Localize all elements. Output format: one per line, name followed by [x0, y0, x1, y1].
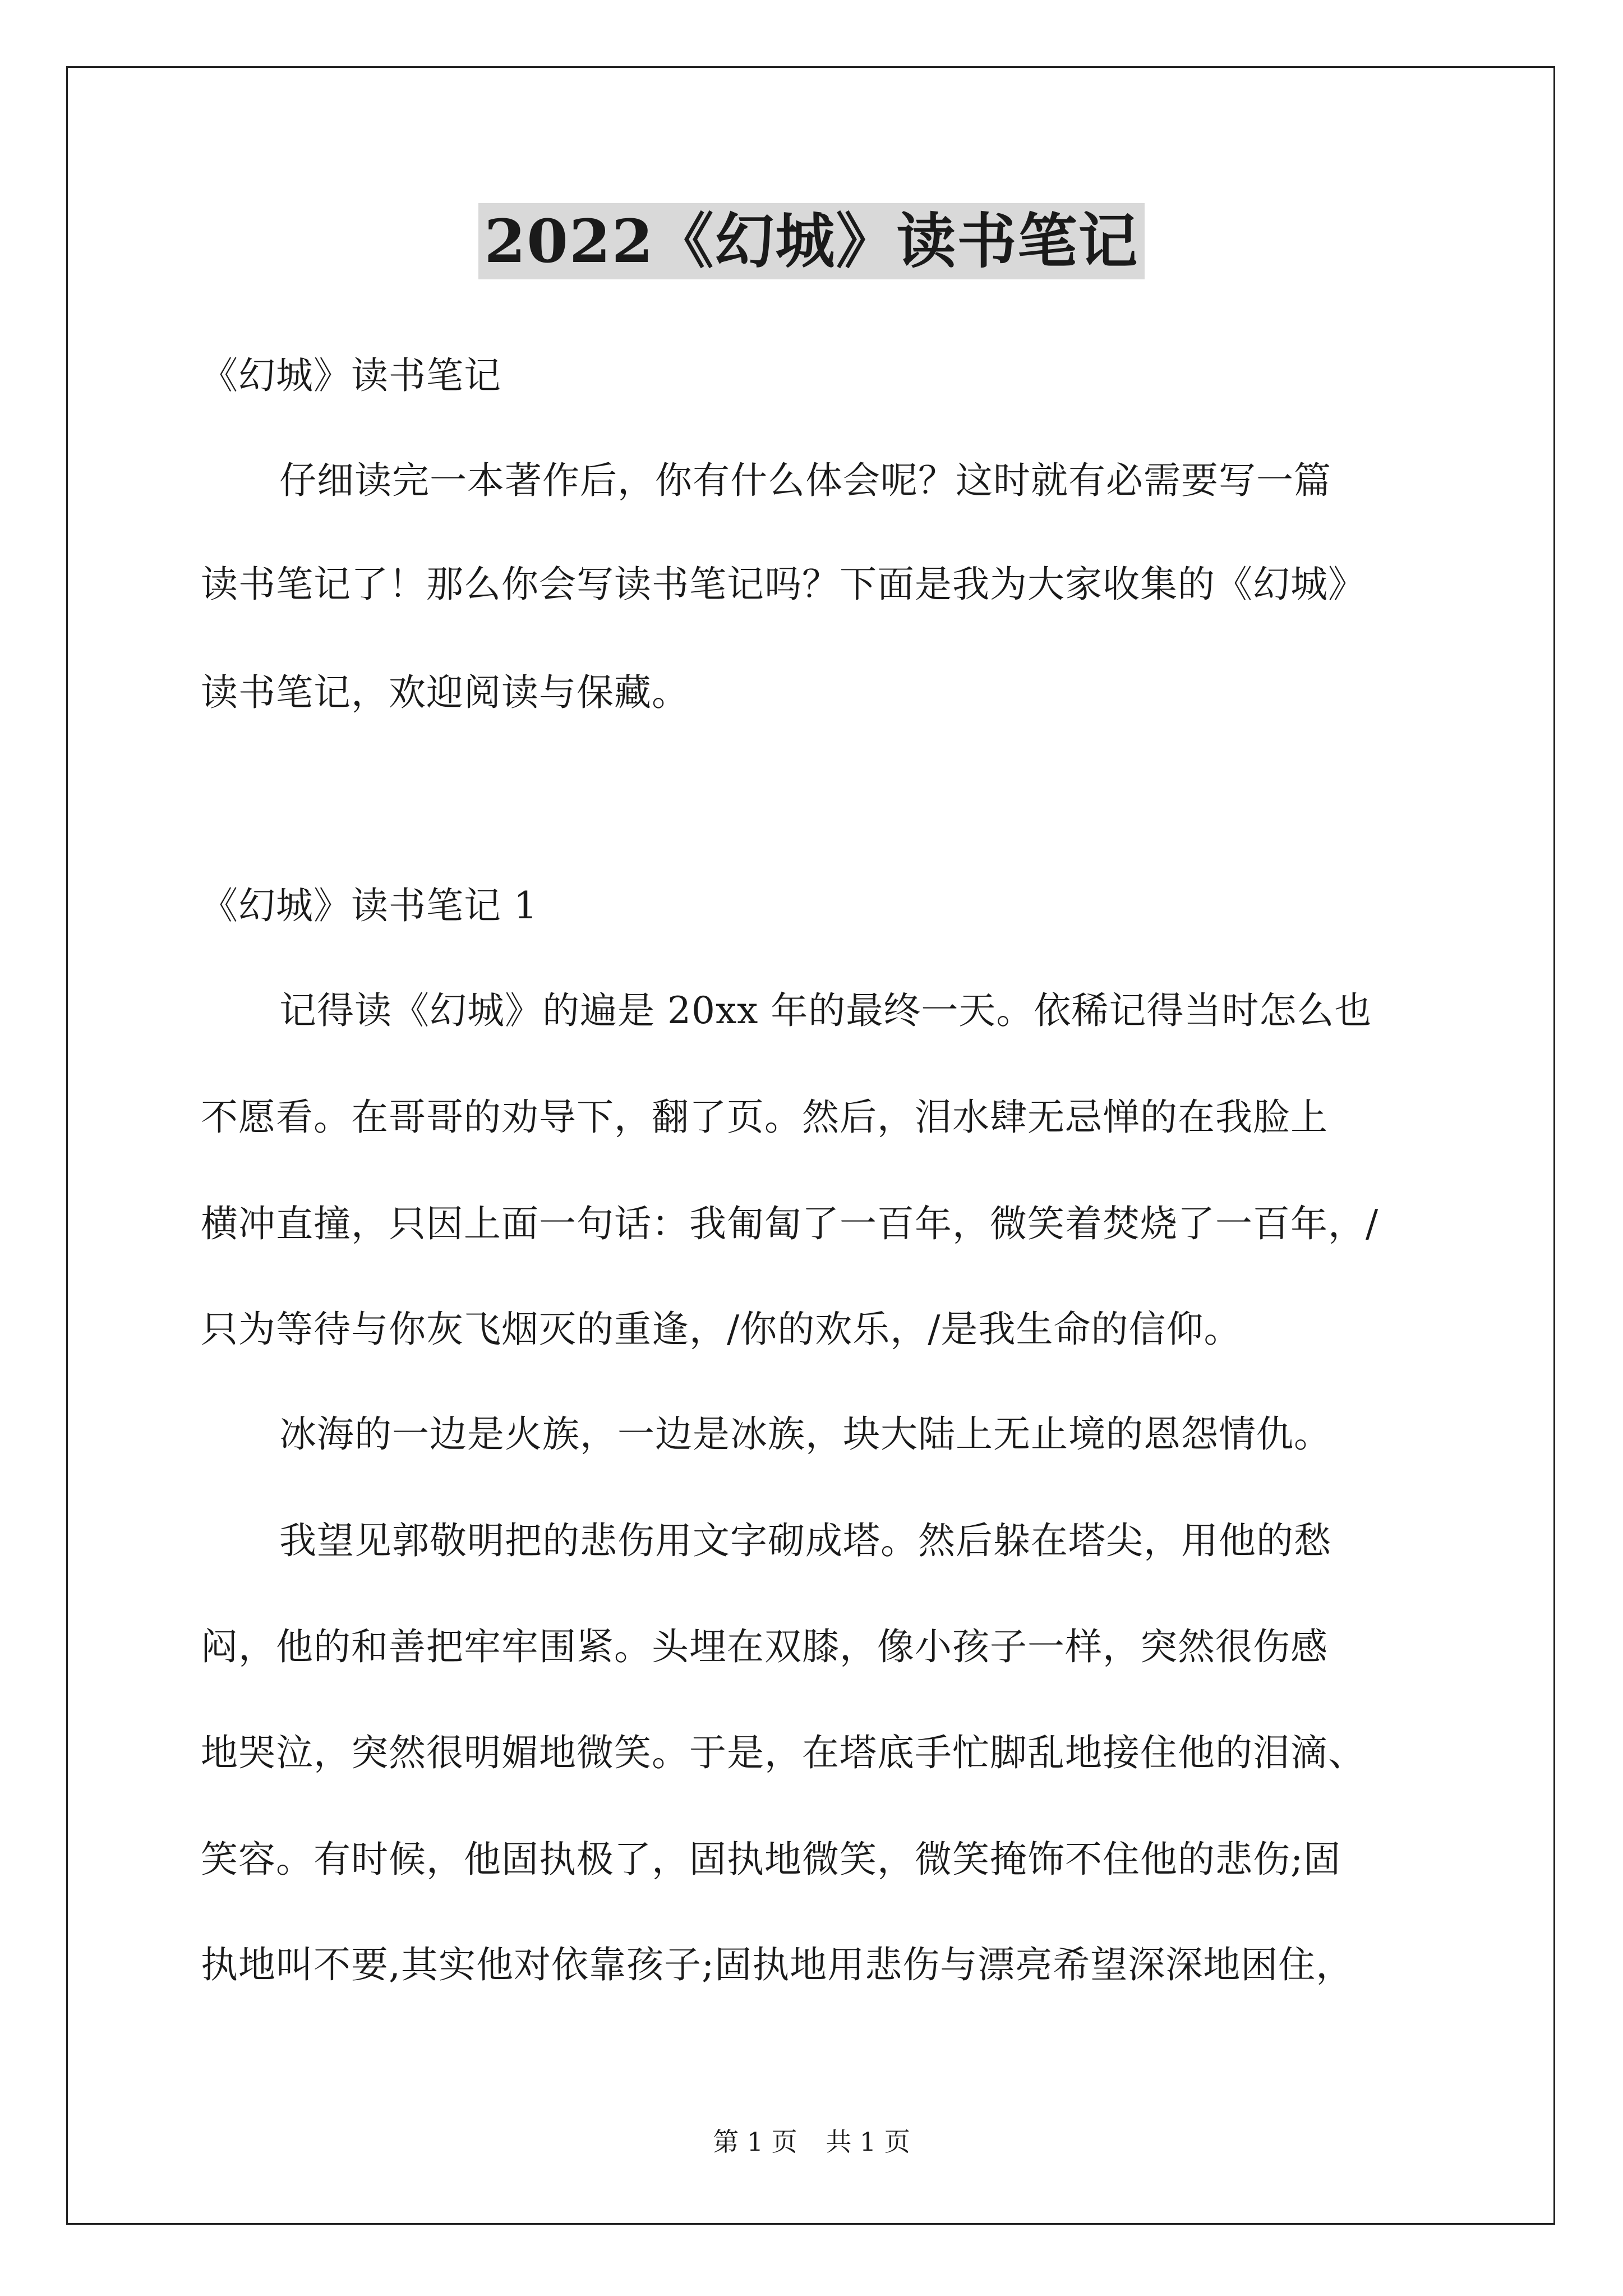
title-container — [0, 203, 1623, 279]
page-footer — [0, 2126, 1623, 2157]
paragraph-line: 闷，他的和善把牢牢围紧。头埋在双膝，像小孩子一样，突然很伤感 — [201, 1625, 1328, 1668]
section-heading: 《幻城》读书笔记 1 — [201, 884, 538, 927]
paragraph-line: 读书笔记了！那么你会写读书笔记吗？下面是我为大家收集的《幻城》 — [201, 563, 1366, 606]
section-heading: 《幻城》读书笔记 — [201, 354, 501, 397]
paragraph-line: 记得读《幻城》的遍是 20xx 年的最终一天。依稀记得当时怎么也 — [279, 989, 1372, 1032]
document-title: 2022《幻城》读书笔记 — [478, 203, 1144, 279]
paragraph-line: 冰海的一边是火族，一边是冰族，块大陆上无止境的恩怨情仇。 — [279, 1412, 1331, 1456]
paragraph-line: 笑容。有时候，他固执极了，固执地微笑，微笑掩饰不住他的悲伤;固 — [201, 1838, 1341, 1881]
page-number: 第 1 页 — [713, 2127, 797, 2157]
paragraph-line: 不愿看。在哥哥的劝导下，翻了页。然后，泪水肆无忌惮的在我脸上 — [201, 1096, 1328, 1139]
paragraph-line: 横冲直撞，只因上面一句话：我匍匐了一百年，微笑着焚烧了一百年，/ — [201, 1202, 1379, 1245]
paragraph-line: 仔细读完一本著作后，你有什么体会呢？这时就有必需要写一篇 — [279, 459, 1331, 502]
paragraph-line: 执地叫不要,其实他对依靠孩子;固执地用悲伤与漂亮希望深深地困住， — [201, 1943, 1354, 1986]
paragraph-line: 地哭泣，突然很明媚地微笑。于是，在塔底手忙脚乱地接住他的泪滴、 — [201, 1731, 1366, 1774]
paragraph-line: 我望见郭敬明把的悲伤用文字砌成塔。然后躲在塔尖，用他的愁 — [279, 1519, 1331, 1562]
paragraph-line: 只为等待与你灰飞烟灭的重逢，/你的欢乐，/是我生命的信仰。 — [201, 1308, 1242, 1351]
paragraph-line: 读书笔记，欢迎阅读与保藏。 — [201, 671, 689, 714]
page-total: 共 1 页 — [826, 2127, 910, 2157]
